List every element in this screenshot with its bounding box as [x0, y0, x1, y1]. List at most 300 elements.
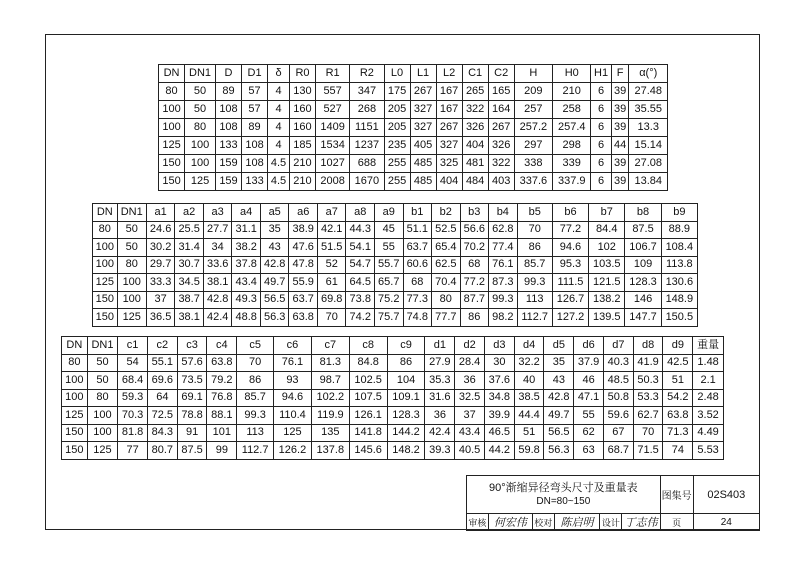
column-header: R1 [315, 65, 349, 83]
dimension-table-1 [158, 64, 668, 191]
table-cell: 144.2 [387, 424, 425, 442]
table-row [159, 119, 668, 137]
table-cell: 42.8 [544, 389, 574, 407]
table-cell: 65.7 [375, 274, 404, 292]
table-cell: 108 [242, 137, 268, 155]
table-cell: 94.6 [274, 389, 312, 407]
table-cell: 3.52 [693, 407, 724, 425]
table-cell: 76.1 [274, 354, 312, 372]
table-cell: 102 [589, 239, 625, 257]
table-cell: 4 [268, 101, 290, 119]
table-cell: 62.5 [432, 256, 461, 274]
table-cell: 70 [517, 221, 552, 239]
table-cell: 100 [159, 119, 185, 137]
table-cell: 74.2 [346, 309, 375, 327]
table-cell: 150 [62, 424, 88, 442]
table-cell: 31.6 [425, 389, 455, 407]
table-cell: 57.6 [177, 354, 207, 372]
table-cell: 33.3 [146, 274, 175, 292]
table-cell: 6 [591, 155, 611, 173]
table-cell: 81.8 [118, 424, 148, 442]
table-cell: 34.5 [175, 274, 204, 292]
column-header: d6 [574, 337, 604, 355]
table-cell: 257 [514, 101, 552, 119]
column-header: R0 [289, 65, 315, 83]
design-signature: 丁志伟 [622, 514, 660, 531]
dimension-weight-table-3 [61, 336, 724, 460]
table-cell: 99 [207, 442, 237, 460]
table-cell: 126.1 [349, 407, 387, 425]
table-cell: 63 [574, 442, 604, 460]
table-cell: 46 [574, 372, 604, 390]
review-signature: 何宏伟 [488, 514, 532, 531]
column-header: a2 [175, 204, 204, 222]
table-cell: 125 [185, 173, 216, 191]
column-header: c9 [387, 337, 425, 355]
table-cell: 76.1 [489, 256, 518, 274]
table-row [159, 155, 668, 173]
table-cell: 64 [147, 389, 177, 407]
table-cell: 39.3 [425, 442, 455, 460]
table-row [159, 137, 668, 155]
table-cell: 167 [436, 83, 462, 101]
table-row [159, 101, 668, 119]
table-cell: 27.7 [203, 221, 232, 239]
table-cell: 87.5 [625, 221, 661, 239]
table-cell: 80 [62, 354, 88, 372]
table-cell: 347 [350, 83, 384, 101]
column-header: a3 [203, 204, 232, 222]
table-cell: 55.1 [147, 354, 177, 372]
table-cell: 84.8 [349, 354, 387, 372]
column-header: D [215, 65, 241, 83]
table-cell: 27.9 [425, 354, 455, 372]
table-cell: 51 [663, 372, 693, 390]
table-cell: 49.7 [544, 407, 574, 425]
table-cell: 98.7 [311, 372, 349, 390]
table-cell: 73.5 [177, 372, 207, 390]
table-cell: 70.4 [432, 274, 461, 292]
table-cell: 99.3 [517, 274, 552, 292]
table-cell: 54.2 [663, 389, 693, 407]
column-header: d7 [603, 337, 633, 355]
table-cell: 39 [611, 101, 629, 119]
table-cell: 297 [514, 137, 552, 155]
table-cell: 67 [603, 424, 633, 442]
table-cell: 80 [159, 83, 185, 101]
table-cell: 255 [384, 155, 410, 173]
table-cell: 104 [387, 372, 425, 390]
table-cell: 63.8 [663, 407, 693, 425]
table-cell: 36 [455, 372, 485, 390]
column-header: δ [268, 65, 290, 83]
table-cell: 50 [117, 221, 146, 239]
table-cell: 125 [274, 424, 312, 442]
table-cell: 61 [317, 274, 346, 292]
table-cell: 69.6 [147, 372, 177, 390]
table-cell: 107.5 [349, 389, 387, 407]
table-cell: 50 [185, 101, 216, 119]
table-cell: 137.8 [311, 442, 349, 460]
column-header: b3 [460, 204, 489, 222]
table-cell: 1.48 [693, 354, 724, 372]
column-header: b5 [517, 204, 552, 222]
table-cell: 148.9 [661, 291, 697, 309]
table-cell: 126.7 [552, 291, 588, 309]
table-cell: 68.7 [603, 442, 633, 460]
column-header: c7 [311, 337, 349, 355]
column-header: a6 [289, 204, 318, 222]
table-cell: 109.1 [387, 389, 425, 407]
table-cell: 481 [462, 155, 488, 173]
table-cell: 337.6 [514, 173, 552, 191]
column-header: H1 [591, 65, 611, 83]
table-cell: 141.8 [349, 424, 387, 442]
table-cell: 139.5 [589, 309, 625, 327]
column-header: c8 [349, 337, 387, 355]
table-cell: 73.8 [346, 291, 375, 309]
table-cell: 45 [375, 221, 404, 239]
column-header: b7 [589, 204, 625, 222]
table-cell: 24.6 [146, 221, 175, 239]
table-cell: 30 [484, 354, 514, 372]
drawing-title: 90°渐缩异径弯头尺寸及重量表 [489, 481, 638, 494]
table-cell: 39 [611, 173, 629, 191]
table-cell: 87.7 [460, 291, 489, 309]
table-cell: 4.5 [268, 155, 290, 173]
table-cell: 112.7 [237, 442, 274, 460]
table-cell: 28.4 [455, 354, 485, 372]
column-header: C1 [462, 65, 488, 83]
table-cell: 125 [62, 407, 88, 425]
column-header: d9 [663, 337, 693, 355]
table-cell: 77.4 [489, 239, 518, 257]
table-cell: 35.3 [425, 372, 455, 390]
table-row [93, 291, 698, 309]
table-cell: 50 [185, 83, 216, 101]
table-cell: 85.7 [517, 256, 552, 274]
table-cell: 47.1 [574, 389, 604, 407]
column-header: b8 [625, 204, 661, 222]
column-header: DN1 [87, 337, 118, 355]
column-header: a5 [260, 204, 289, 222]
table-cell: 485 [410, 173, 436, 191]
table-cell: 2.1 [693, 372, 724, 390]
table-cell: 205 [384, 101, 410, 119]
table-cell: 2008 [315, 173, 349, 191]
table-cell: 68 [460, 256, 489, 274]
table-cell: 62 [574, 424, 604, 442]
table-cell: 13.3 [629, 119, 668, 137]
column-header: a9 [375, 204, 404, 222]
table-cell: 13.84 [629, 173, 668, 191]
table-cell: 47.6 [289, 239, 318, 257]
table-cell: 145.6 [349, 442, 387, 460]
column-header: c1 [118, 337, 148, 355]
table-cell: 52.5 [432, 221, 461, 239]
table-cell: 484 [462, 173, 488, 191]
column-header: b4 [489, 204, 518, 222]
table-cell: 74 [663, 442, 693, 460]
table-cell: 80 [117, 256, 146, 274]
drawing-subtitle: DN=80~150 [536, 495, 591, 507]
table-cell: 43 [544, 372, 574, 390]
table-cell: 31.1 [232, 221, 261, 239]
table-header-row [62, 337, 724, 355]
table-cell: 1534 [315, 137, 349, 155]
table-cell: 86 [237, 372, 274, 390]
table-cell: 205 [384, 119, 410, 137]
column-header: a4 [232, 204, 261, 222]
table-cell: 36 [425, 407, 455, 425]
table-cell: 32.2 [514, 354, 544, 372]
table-cell: 688 [350, 155, 384, 173]
table-cell: 113 [517, 291, 552, 309]
drawing-title-cell [467, 476, 661, 514]
table-cell: 54.7 [346, 256, 375, 274]
table-cell: 258 [553, 101, 591, 119]
table-cell: 99.3 [489, 291, 518, 309]
table-cell: 147.7 [625, 309, 661, 327]
table-cell: 100 [185, 155, 216, 173]
table-cell: 146 [625, 291, 661, 309]
table-cell: 527 [315, 101, 349, 119]
table-cell: 49.3 [232, 291, 261, 309]
check-label: 校对 [532, 514, 554, 531]
table-cell: 4 [268, 83, 290, 101]
table-cell: 50.8 [603, 389, 633, 407]
table-cell: 91 [177, 424, 207, 442]
table-cell: 1027 [315, 155, 349, 173]
table-cell: 52 [317, 256, 346, 274]
table-row [62, 442, 724, 460]
table-cell: 50 [87, 354, 118, 372]
table-cell: 257.2 [514, 119, 552, 137]
table-cell: 38.7 [175, 291, 204, 309]
table-cell: 103.5 [589, 256, 625, 274]
table-cell: 57 [242, 83, 268, 101]
table-cell: 71.5 [633, 442, 663, 460]
table-cell: 322 [462, 101, 488, 119]
table-cell: 4 [268, 137, 290, 155]
table-cell: 55.9 [289, 274, 318, 292]
table-cell: 43.4 [455, 424, 485, 442]
table-cell: 4 [268, 119, 290, 137]
column-header: d3 [484, 337, 514, 355]
table-cell: 119.9 [311, 407, 349, 425]
table-cell: 33.6 [203, 256, 232, 274]
column-header: α(°) [629, 65, 668, 83]
table-cell: 55 [375, 239, 404, 257]
column-header: c5 [237, 337, 274, 355]
table-cell: 326 [462, 119, 488, 137]
table-row [159, 83, 668, 101]
table-cell: 138.2 [589, 291, 625, 309]
table-cell: 86 [460, 309, 489, 327]
table-cell: 50 [87, 372, 118, 390]
table-cell: 102.2 [311, 389, 349, 407]
table-cell: 6 [591, 173, 611, 191]
table-cell: 108 [215, 101, 241, 119]
table-cell: 80.7 [147, 442, 177, 460]
table-cell: 39 [611, 119, 629, 137]
table-cell: 267 [410, 83, 436, 101]
column-header: H [514, 65, 552, 83]
table-cell: 38.1 [203, 274, 232, 292]
table-cell: 339 [553, 155, 591, 173]
table-cell: 1409 [315, 119, 349, 137]
table-cell: 56.3 [544, 442, 574, 460]
table-cell: 160 [289, 101, 315, 119]
table-cell: 1151 [350, 119, 384, 137]
table-cell: 133 [215, 137, 241, 155]
table-cell: 88.1 [207, 407, 237, 425]
table-cell: 159 [215, 155, 241, 173]
table-cell: 37 [455, 407, 485, 425]
column-header: H0 [553, 65, 591, 83]
table-cell: 68 [403, 274, 432, 292]
table-cell: 404 [462, 137, 488, 155]
table-cell: 4.49 [693, 424, 724, 442]
table-cell: 112.7 [517, 309, 552, 327]
table-cell: 63.8 [207, 354, 237, 372]
column-header: a8 [346, 204, 375, 222]
table-cell: 150 [159, 155, 185, 173]
table-cell: 113 [237, 424, 274, 442]
table-cell: 63.7 [403, 239, 432, 257]
table-cell: 100 [62, 389, 88, 407]
table-cell: 42.8 [260, 256, 289, 274]
table-cell: 70.2 [460, 239, 489, 257]
table-cell: 84.4 [589, 221, 625, 239]
table-cell: 100 [185, 137, 216, 155]
table-cell: 175 [384, 83, 410, 101]
table-cell: 37.8 [232, 256, 261, 274]
table-cell: 100 [117, 274, 146, 292]
table-cell: 113.8 [661, 256, 697, 274]
table-cell: 126.2 [274, 442, 312, 460]
table-cell: 40.5 [455, 442, 485, 460]
table-cell: 29.7 [146, 256, 175, 274]
table-cell: 338 [514, 155, 552, 173]
atlas-label: 图集号 [660, 476, 693, 514]
table-cell: 76.8 [207, 389, 237, 407]
table-cell: 32.5 [455, 389, 485, 407]
table-cell: 55 [574, 407, 604, 425]
table-cell: 5.53 [693, 442, 724, 460]
column-header: b6 [552, 204, 588, 222]
table-row [62, 389, 724, 407]
table-cell: 268 [350, 101, 384, 119]
table-cell: 44.2 [484, 442, 514, 460]
column-header: a1 [146, 204, 175, 222]
table-row [62, 407, 724, 425]
column-header: L0 [384, 65, 410, 83]
table-cell: 327 [410, 119, 436, 137]
table-cell: 267 [488, 119, 514, 137]
table-cell: 59.6 [603, 407, 633, 425]
table-cell: 150 [93, 309, 118, 327]
table-cell: 165 [488, 83, 514, 101]
table-cell: 56.5 [260, 291, 289, 309]
table-cell: 39 [611, 155, 629, 173]
table-cell: 37 [146, 291, 175, 309]
table-cell: 25.5 [175, 221, 204, 239]
table-row [93, 309, 698, 327]
table-cell: 210 [289, 173, 315, 191]
table-cell: 100 [62, 372, 88, 390]
column-header: d8 [633, 337, 663, 355]
table-cell: 81.3 [311, 354, 349, 372]
table-cell: 485 [410, 155, 436, 173]
table-cell: 77.3 [403, 291, 432, 309]
table-cell: 75.2 [375, 291, 404, 309]
table-cell: 130 [289, 83, 315, 101]
column-header: d1 [425, 337, 455, 355]
column-header: DN1 [185, 65, 216, 83]
table-row [159, 173, 668, 191]
table-cell: 267 [436, 119, 462, 137]
table-cell: 255 [384, 173, 410, 191]
table-cell: 108 [215, 119, 241, 137]
table-cell: 70 [317, 309, 346, 327]
table-cell: 150 [62, 442, 88, 460]
column-header: DN [159, 65, 185, 83]
table-cell: 87.5 [177, 442, 207, 460]
table-cell: 85.7 [237, 389, 274, 407]
column-header: 重量 [693, 337, 724, 355]
table-cell: 72.5 [147, 407, 177, 425]
table-cell: 42.4 [425, 424, 455, 442]
table-cell: 44.4 [514, 407, 544, 425]
table-cell: 48.8 [232, 309, 261, 327]
table-cell: 326 [488, 137, 514, 155]
table-cell: 51.5 [317, 239, 346, 257]
table-row [93, 256, 698, 274]
table-cell: 35 [544, 354, 574, 372]
column-header: c2 [147, 337, 177, 355]
table-cell: 56.3 [260, 309, 289, 327]
check-signature: 陈启明 [554, 514, 600, 531]
table-cell: 34.8 [484, 389, 514, 407]
table-cell: 6 [591, 137, 611, 155]
table-cell: 4.5 [268, 173, 290, 191]
table-cell: 38.5 [514, 389, 544, 407]
table-cell: 59.3 [118, 389, 148, 407]
table-cell: 36.5 [146, 309, 175, 327]
dimension-table-2 [92, 203, 698, 327]
column-header: DN [62, 337, 88, 355]
table-cell: 50.3 [633, 372, 663, 390]
column-header: d5 [544, 337, 574, 355]
column-header: DN [93, 204, 118, 222]
table-cell: 39.9 [484, 407, 514, 425]
table-cell: 62.8 [489, 221, 518, 239]
table-cell: 100 [87, 407, 118, 425]
table-cell: 71.3 [663, 424, 693, 442]
table-cell: 77.7 [432, 309, 461, 327]
table-cell: 40.3 [603, 354, 633, 372]
table-cell: 125 [117, 309, 146, 327]
table-cell: 6 [591, 119, 611, 137]
table-cell: 51 [514, 424, 544, 442]
table-cell: 100 [159, 101, 185, 119]
table-cell: 111.5 [552, 274, 588, 292]
table-cell: 68.4 [118, 372, 148, 390]
table-cell: 30.7 [175, 256, 204, 274]
table-cell: 133 [242, 173, 268, 191]
column-header: c4 [207, 337, 237, 355]
